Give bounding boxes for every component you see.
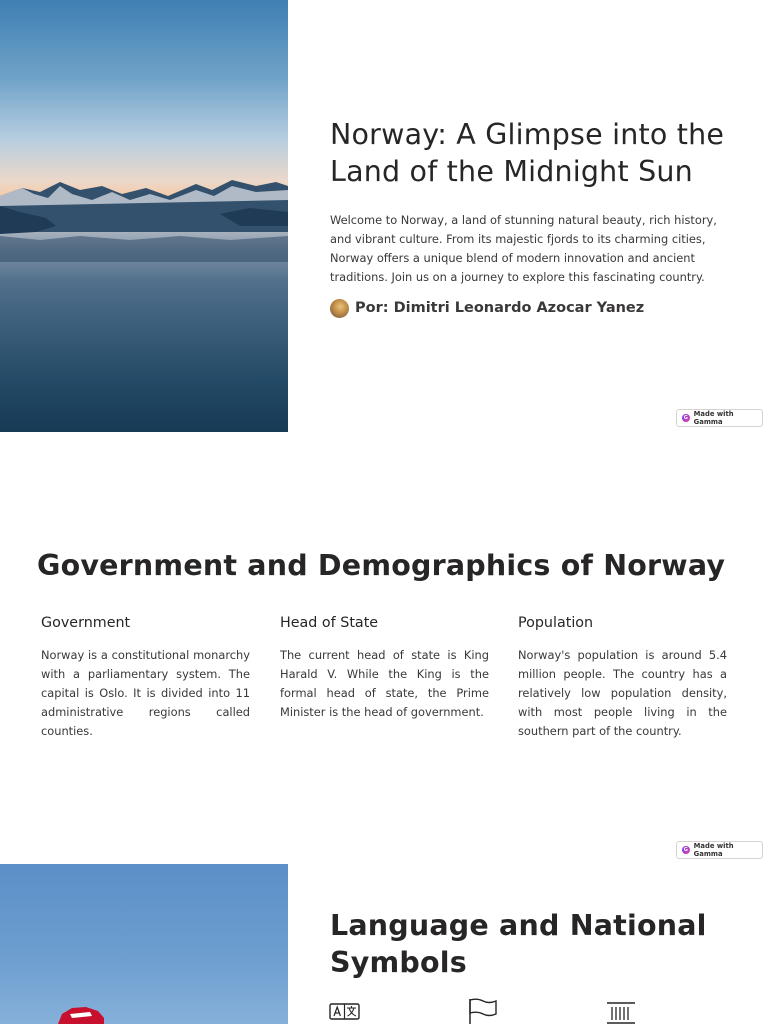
flag-sky-image (0, 864, 288, 1024)
translate-icon (329, 998, 361, 1020)
gamma-logo-icon: G (683, 415, 688, 421)
avatar (330, 299, 349, 318)
head-of-state-column (280, 613, 489, 722)
badge-label: Made with Gamma (693, 410, 734, 426)
population-column (518, 613, 727, 741)
column-heading: Government (41, 615, 131, 631)
badge-label: Made with Gamma (693, 842, 734, 858)
made-with-gamma-badge[interactable] (676, 409, 763, 427)
section-title-government: Government and Demographics of Norway (37, 549, 726, 582)
government-column (41, 613, 250, 741)
flag-icon (468, 998, 498, 1024)
made-with-gamma-badge[interactable] (676, 841, 763, 859)
intro-paragraph: Welcome to Norway, a land of stunning natural beauty, rich history, and vibrant culture. From its majestic fjords to its charming cities, Norway offers a unique blend of modern innovation and ancient traditions. Join us on a journey to explore this fascinating country. (330, 213, 717, 284)
slide-intro (0, 0, 768, 432)
author-byline (330, 297, 644, 319)
column-heading: Head of State (280, 615, 379, 631)
page-title: Norway: A Glimpse into the Land of the Midnight Sun (330, 118, 725, 188)
column-heading: Population (518, 615, 594, 631)
fjord-sunset-image (0, 0, 288, 432)
column-text: The current head of state is King Harald V. While the King is the formal head of state, the Prime Minister is the head of government. (280, 648, 489, 719)
building-columns-icon (606, 998, 636, 1024)
column-text: Norway is a constitutional monarchy with a parliamentary system. The capital is Oslo. It is divided into 11 administrative regions called counties. (41, 648, 250, 738)
column-text: Norway's population is around 5.4 million people. The country has a relatively low population density, with most people living in the southern part of the country. (518, 648, 727, 738)
gamma-logo-icon: G (683, 847, 688, 853)
author-name: Por: Dimitri Leonardo Azocar Yanez (355, 300, 645, 316)
section-title-language: Language and National Symbols (330, 909, 707, 979)
